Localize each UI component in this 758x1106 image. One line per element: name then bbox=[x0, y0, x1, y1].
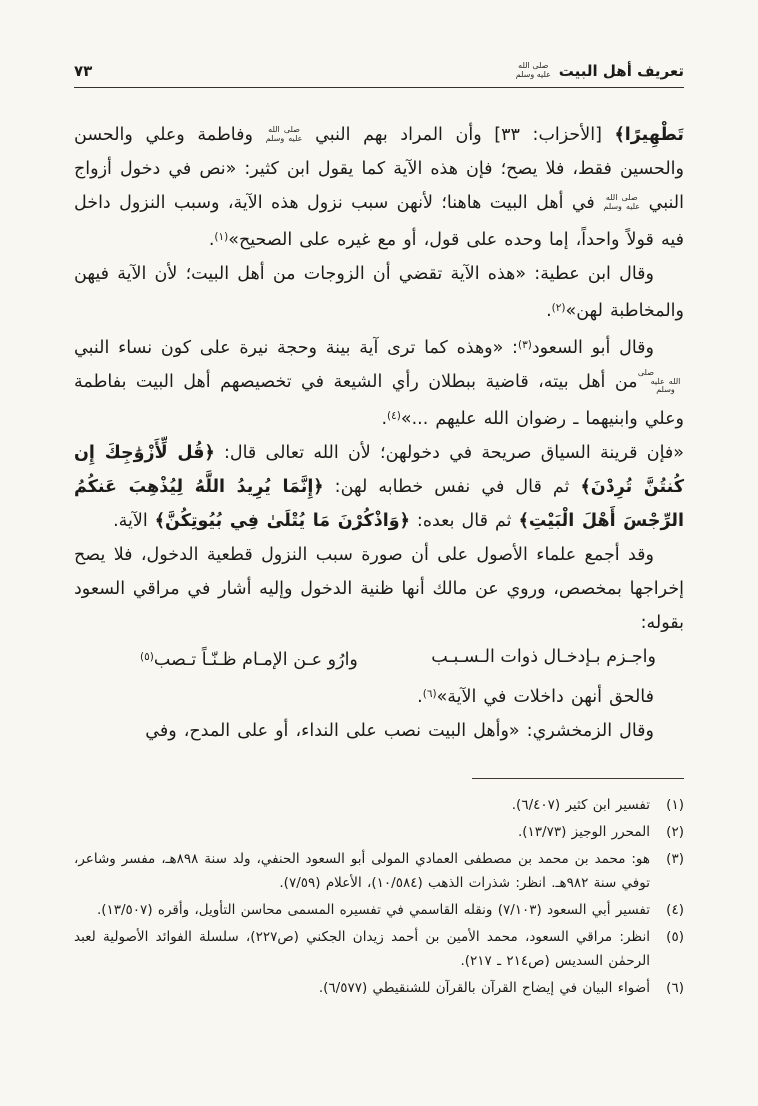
text-run: وقال أبو السعود bbox=[531, 338, 654, 358]
text-run: من أهل بيته، قاضية ببطلان رأي الشيعة في تخصيصهم أهل البيت بفاطمة وعلي وابنيهما ـ رضوان الله عليهم ...» bbox=[74, 372, 684, 429]
footnote-text: تفسير أبي السعود (٧/١٠٣) ونقله القاسمي في تفسيره المسمى محاسن التأويل، وأقره (١٣/٥٠٧). bbox=[96, 902, 650, 918]
footnotes bbox=[74, 793, 684, 1000]
footnote-text: تفسير ابن كثير (٦/٤٠٧). bbox=[511, 797, 650, 813]
quran-verse: ﴿وَاذْكُرْنَ مَا يُتْلَىٰ فِي بُيُوتِكُنَّ﴾ bbox=[154, 511, 410, 531]
paragraph bbox=[74, 328, 684, 436]
hemistich-right bbox=[431, 640, 656, 677]
text-run: وقد أجمع علماء الأصول على أن صورة سبب النزول قطعية الدخول، فلا يصح إخراجها بمخصص، وروي عن مالك أنها ظنية الدخول وإليه أشار في مراقي السعود بقوله: bbox=[74, 545, 684, 633]
footnote-item bbox=[74, 925, 684, 973]
footnote-ref: (٣) bbox=[517, 339, 532, 351]
text-run: : «وهذه كما ترى آية بينة وحجة نيرة على كون نساء النبي bbox=[74, 338, 518, 358]
footnote-text: المحرر الوجيز (١٣/٧٣). bbox=[517, 824, 650, 840]
chapter-title-text: تعريف أهل البيت bbox=[558, 62, 684, 80]
footnote-separator bbox=[472, 778, 684, 779]
honorific-symbol: صلى الله عليه وسلم bbox=[637, 367, 681, 395]
paragraph bbox=[74, 538, 684, 640]
footnote-item bbox=[74, 793, 684, 817]
text-run: واجـزم بـإدخـال ذوات الـسـبـب bbox=[431, 647, 656, 667]
honorific-symbol: صلى الله عليه وسلم bbox=[515, 61, 551, 79]
paragraph bbox=[74, 714, 684, 748]
text-run: . bbox=[208, 230, 215, 250]
poetry-line bbox=[74, 640, 684, 677]
page-number: ٧٣ bbox=[74, 62, 93, 80]
footnote-ref: (١) bbox=[214, 231, 229, 243]
text-run: في أهل البيت هاهنا؛ لأنهن سبب نزول هذه الآية، وسبب النزول داخل فيه قولاً واحداً، إما وحده على قول، أو مع غيره على الصحيح» bbox=[74, 193, 684, 250]
footnote-item bbox=[74, 847, 684, 895]
text-run: ثم قال في نفس خطابه لهن: bbox=[323, 477, 581, 497]
footnote-item bbox=[74, 898, 684, 922]
text-run: وارُو عـن الإمـام ظـنّـاً تـصب bbox=[153, 650, 358, 670]
footnote-ref: (٢) bbox=[551, 302, 566, 314]
chapter-title bbox=[515, 62, 684, 80]
paragraph bbox=[74, 436, 684, 538]
text-run: وفاطمة وعلي والحسن والحسين فقط، فلا يصح؛ فإن هذه الآية كما يقول ابن كثير: «نص في دخول أزواج النبي bbox=[74, 125, 684, 213]
footnote-text: أضواء البيان في إيضاح القرآن بالقرآن للشنقيطي (٦/٥٧٧). bbox=[318, 980, 650, 996]
text-run: فالحق أنهن داخلات في الآية» bbox=[436, 687, 654, 707]
text-run: . bbox=[546, 301, 552, 321]
footnote-number: (٤) bbox=[666, 902, 684, 918]
footnote-ref: (٤) bbox=[387, 410, 401, 422]
footnote-number: (٢) bbox=[666, 824, 684, 840]
footnote-ref: (٦) bbox=[422, 688, 437, 700]
quran-verse: ﴿قُل لِّأَزْوَٰجِكَ إِن كُنتُنَّ تُرِدْنَ﴾ bbox=[74, 443, 684, 497]
footnote-item bbox=[74, 820, 684, 844]
paragraph bbox=[74, 118, 684, 257]
quran-verse: ﴿إِنَّمَا يُرِيدُ اللَّهُ لِيُذْهِبَ عَنكُمُ الرِّجْسَ أَهْلَ الْبَيْتِ﴾ bbox=[74, 477, 684, 531]
text-run: وقال ابن عطية: «هذه الآية تقضي أن الزوجات من أهل البيت؛ لأن الآية فيهن والمخاطبة لهن» bbox=[74, 264, 684, 321]
body-text bbox=[74, 118, 684, 748]
text-run: [الأحزاب: ٣٣] وأن المراد بهم النبي bbox=[302, 125, 615, 145]
paragraph bbox=[74, 257, 684, 328]
text-run: وقال الزمخشري: «وأهل البيت نصب على النداء، أو على المدح، وفي bbox=[145, 721, 654, 741]
footnote-ref: (٥) bbox=[140, 651, 154, 663]
quran-verse: تَطْهِيرًا﴾ bbox=[614, 125, 684, 145]
footnote-number: (٥) bbox=[666, 929, 684, 945]
text-run: الآية. bbox=[113, 511, 155, 531]
page-header bbox=[74, 62, 684, 80]
text-run: ثم قال بعده: bbox=[409, 511, 519, 531]
footnote-item bbox=[74, 976, 684, 1000]
header-rule bbox=[74, 87, 684, 88]
hemistich-left bbox=[140, 640, 358, 677]
text-run: . bbox=[417, 687, 423, 707]
footnote-number: (١) bbox=[666, 797, 684, 813]
paragraph bbox=[74, 677, 684, 714]
footnote-number: (٣) bbox=[666, 851, 684, 867]
honorific-symbol: صلى الله عليه وسلم bbox=[603, 193, 641, 211]
honorific-symbol: صلى الله عليه وسلم bbox=[265, 125, 303, 143]
footnote-text: هو: محمد بن محمد بن مصطفى العمادي المولى أبو السعود الحنفي، ولد سنة ٨٩٨هـ، مفسر وشاعر، توفي سنة ٩٨٢هـ. انظر: شذرات الذهب (١٠/٥٨٤)، الأعلام (٧/٥٩). bbox=[74, 851, 650, 891]
text-run: . bbox=[381, 409, 388, 429]
footnote-number: (٦) bbox=[666, 980, 684, 996]
text-run: «فإن قرينة السياق صريحة في دخولهن؛ لأن الله تعالى قال: bbox=[214, 443, 685, 463]
footnote-text: انظر: مراقي السعود، محمد الأمين بن أحمد زيدان الجكني (ص٢٢٧)، سلسلة الفوائد الأصولية لعبد الرحمٰن السديس (ص٢١٤ ـ ٢١٧). bbox=[74, 929, 650, 969]
